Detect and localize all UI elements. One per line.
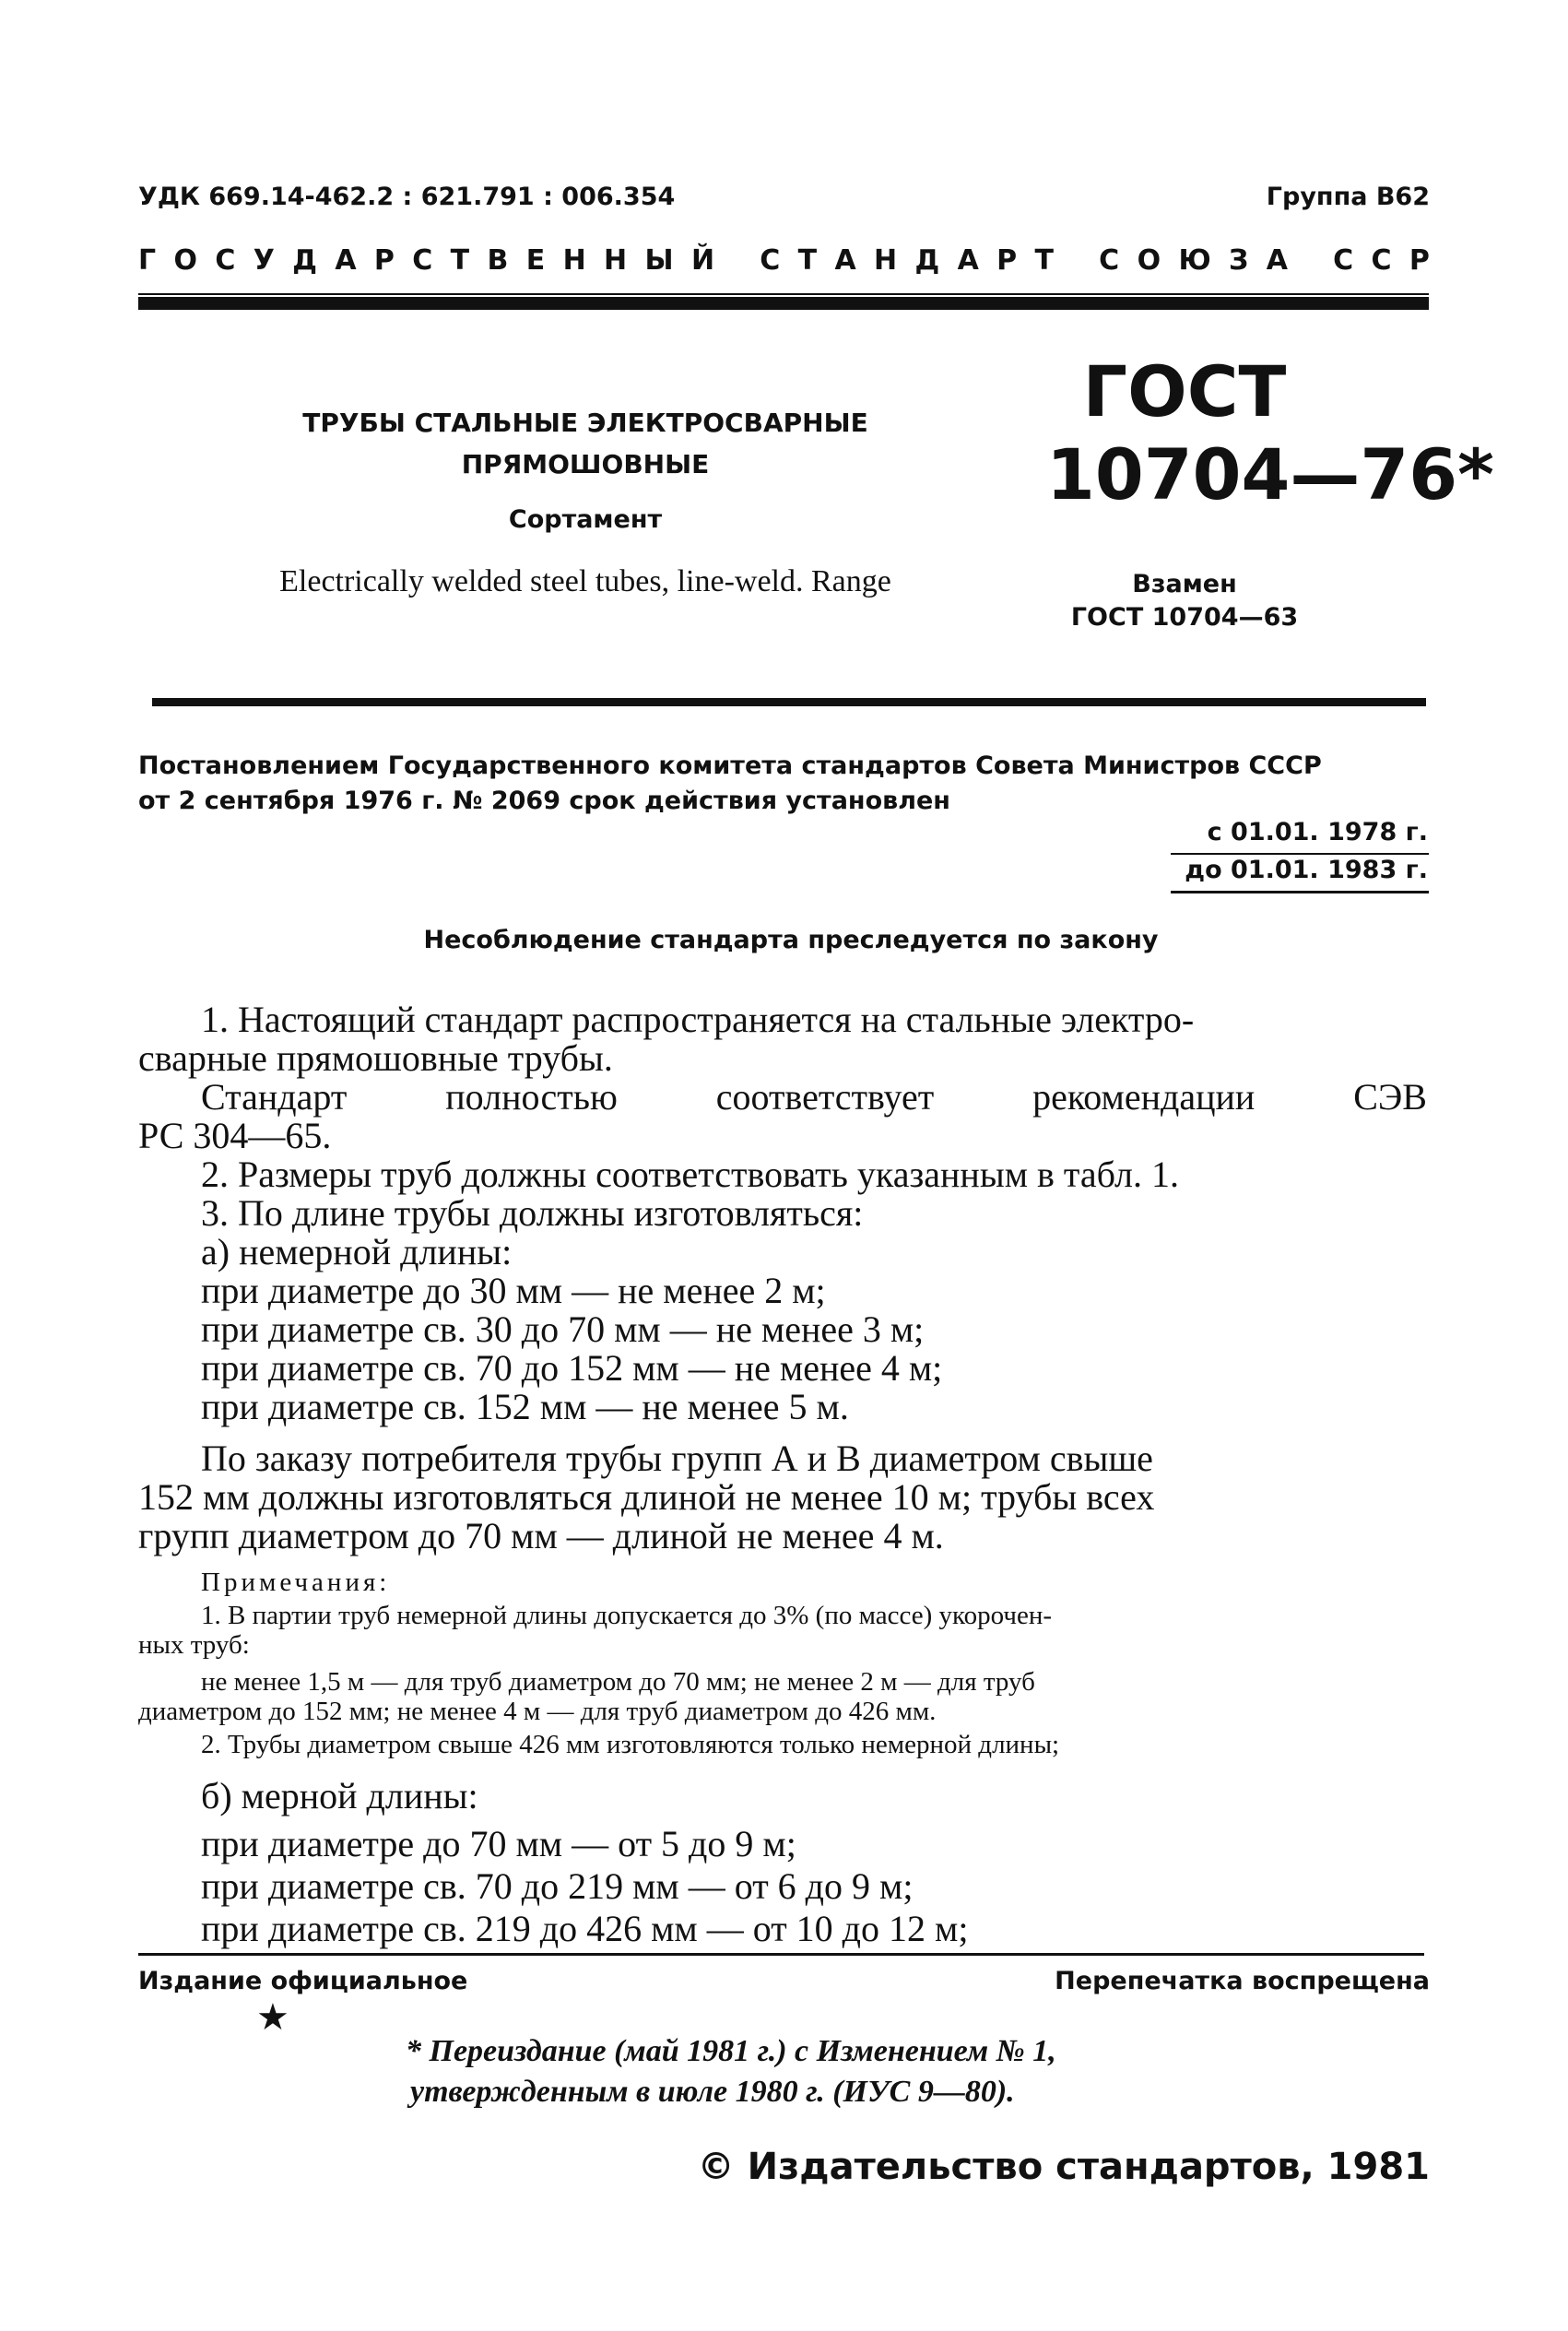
copyright: © Издательство стандартов, 1981: [697, 2146, 1430, 2188]
body-line: при диаметре до 70 мм — от 5 до 9 м;: [201, 1823, 796, 1864]
valid-to: до 01.01. 1983 г.: [1185, 856, 1428, 884]
note-line: 1. В партии труб немерной длины допускается до 3% (по массе) укорочен-: [201, 1601, 1053, 1630]
body-line: сварные прямошовные трубы.: [138, 1037, 613, 1079]
state-standard-letter: Г: [138, 244, 157, 277]
law-notice-text: Несоблюдение стандарта преследуется по закону: [423, 926, 1159, 954]
state-standard-letter: А: [834, 244, 856, 277]
state-standard-letter: Т: [797, 244, 818, 277]
subtitle: Сортамент: [508, 505, 663, 534]
body-line: при диаметре св. 70 до 152 мм — не менее 4 м;: [201, 1347, 943, 1389]
state-standard-letter: С: [1371, 244, 1392, 277]
title-line-2: ПРЯМОШОВНЫЕ: [461, 449, 710, 479]
english-title: Electrically welded steel tubes, line-weld. Range: [279, 564, 891, 598]
state-standard-letter: А: [1266, 244, 1288, 277]
reissue-note-line-2: утвержденным в июле 1980 г. (ИУС 9—80).: [410, 2075, 1015, 2109]
state-standard-letter: [732, 244, 741, 277]
state-standard-letter: О: [173, 244, 197, 277]
star-icon: ★: [256, 1996, 289, 2039]
state-standard-letter: В: [487, 244, 509, 277]
title-rule: [152, 698, 1426, 706]
state-standard-letter: З: [1229, 244, 1249, 277]
body-line: 3. По длине трубы должны изготовляться:: [201, 1192, 864, 1234]
note-line: не менее 1,5 м — для труб диаметром до 70 мм; не менее 2 м — для труб: [201, 1667, 1035, 1697]
state-standard-letter: Н: [874, 244, 898, 277]
note-line: 2. Трубы диаметром свыше 426 мм изготовляются только немерной длины;: [201, 1730, 1060, 1759]
decree-line-1: Постановлением Государственного комитета стандартов Совета Министров СССР: [138, 751, 1322, 780]
header-rule-thin: [138, 293, 1429, 295]
state-standard-letter: Н: [604, 244, 628, 277]
state-standard-letter: С: [215, 244, 236, 277]
note-line: диаметром до 152 мм; не менее 4 м — для труб диаметром до 426 мм.: [138, 1697, 937, 1726]
gost-label: ГОСТ: [1082, 350, 1287, 432]
body-line: при диаметре до 30 мм — не менее 2 м;: [201, 1270, 826, 1311]
state-standard-letter: Т: [1034, 244, 1054, 277]
state-standard-letter: А: [957, 244, 979, 277]
body-line: Стандарт полностью соответствует рекомендации СЭВ: [201, 1076, 1427, 1118]
body-line: при диаметре св. 219 до 426 мм — от 10 до 12 м;: [201, 1908, 969, 1949]
state-standard-letter: С: [1333, 244, 1354, 277]
valid-from: с 01.01. 1978 г.: [1207, 818, 1428, 846]
body-line: РС 304—65.: [138, 1115, 332, 1156]
header-rule-thick: [138, 297, 1429, 310]
udk-code: УДК 669.14-462.2 : 621.791 : 006.354: [138, 183, 676, 211]
state-standard-letter: Д: [292, 244, 317, 277]
body-line: при диаметре св. 30 до 70 мм — не менее 3 м;: [201, 1308, 925, 1350]
state-standard-letter: У: [253, 244, 275, 277]
body-line: групп диаметром до 70 мм — длиной не менее 4 м.: [138, 1515, 944, 1556]
valid-to-rule: [1171, 891, 1429, 893]
state-standard-letter: Н: [562, 244, 586, 277]
gost-number: 10704—76*: [1046, 433, 1494, 515]
state-standard-letter: Т: [450, 244, 470, 277]
state-standard-letter: С: [412, 244, 433, 277]
body-line: б) мерной длины:: [201, 1775, 478, 1816]
state-standard-letter: А: [335, 244, 357, 277]
state-standard-letter: Д: [914, 244, 940, 277]
body-line: 1. Настоящий стандарт распространяется на стальные электро-: [201, 999, 1195, 1040]
official-edition: Издание официальное: [138, 1967, 468, 1995]
body-line: 152 мм должны изготовляться длиной не менее 10 м; трубы всех: [138, 1476, 1155, 1518]
law-notice: [0, 926, 1568, 954]
state-standard-letter: Р: [1409, 244, 1430, 277]
body-line: По заказу потребителя трубы групп А и В диаметром свыше: [201, 1438, 1153, 1479]
replaces-standard: ГОСТ 10704—63: [1070, 603, 1299, 632]
body-line: при диаметре св. 152 мм — не менее 5 м.: [201, 1386, 849, 1427]
decree-line-2: от 2 сентября 1976 г. № 2069 срок действия установлен: [138, 787, 950, 815]
body-line: а) немерной длины:: [201, 1231, 513, 1272]
state-standard-letter: Е: [525, 244, 546, 277]
notes-heading: Примечания:: [201, 1568, 391, 1597]
state-standard-letter: С: [760, 244, 781, 277]
state-standard-letter: Р: [996, 244, 1018, 277]
replaces-label: Взамен: [1132, 570, 1237, 598]
state-standard-letter: Ю: [1178, 244, 1211, 277]
valid-from-rule: [1171, 853, 1429, 855]
state-standard-letter: О: [1137, 244, 1161, 277]
state-standard-letter: [1071, 244, 1080, 277]
state-standard-letter: [1305, 244, 1315, 277]
state-standard-line: [138, 244, 1430, 277]
state-standard-letter: Й: [690, 244, 715, 277]
reprint-prohibited: Перепечатка воспрещена: [1055, 1967, 1430, 1995]
group-code: Группа В62: [1266, 183, 1430, 211]
state-standard-letter: Ы: [644, 244, 674, 277]
state-standard-letter: Р: [373, 244, 395, 277]
footer-rule: [138, 1953, 1424, 1956]
reissue-note-line-1: * Переиздание (май 1981 г.) с Изменением № 1,: [406, 2034, 1056, 2068]
title-line-1: ТРУБЫ СТАЛЬНЫЕ ЭЛЕКТРОСВАРНЫЕ: [302, 408, 868, 438]
body-line: при диаметре св. 70 до 219 мм — от 6 до 9 м;: [201, 1865, 914, 1907]
body-line: 2. Размеры труб должны соответствовать указанным в табл. 1.: [201, 1154, 1179, 1195]
note-line: ных труб:: [138, 1630, 250, 1660]
state-standard-letter: С: [1099, 244, 1120, 277]
